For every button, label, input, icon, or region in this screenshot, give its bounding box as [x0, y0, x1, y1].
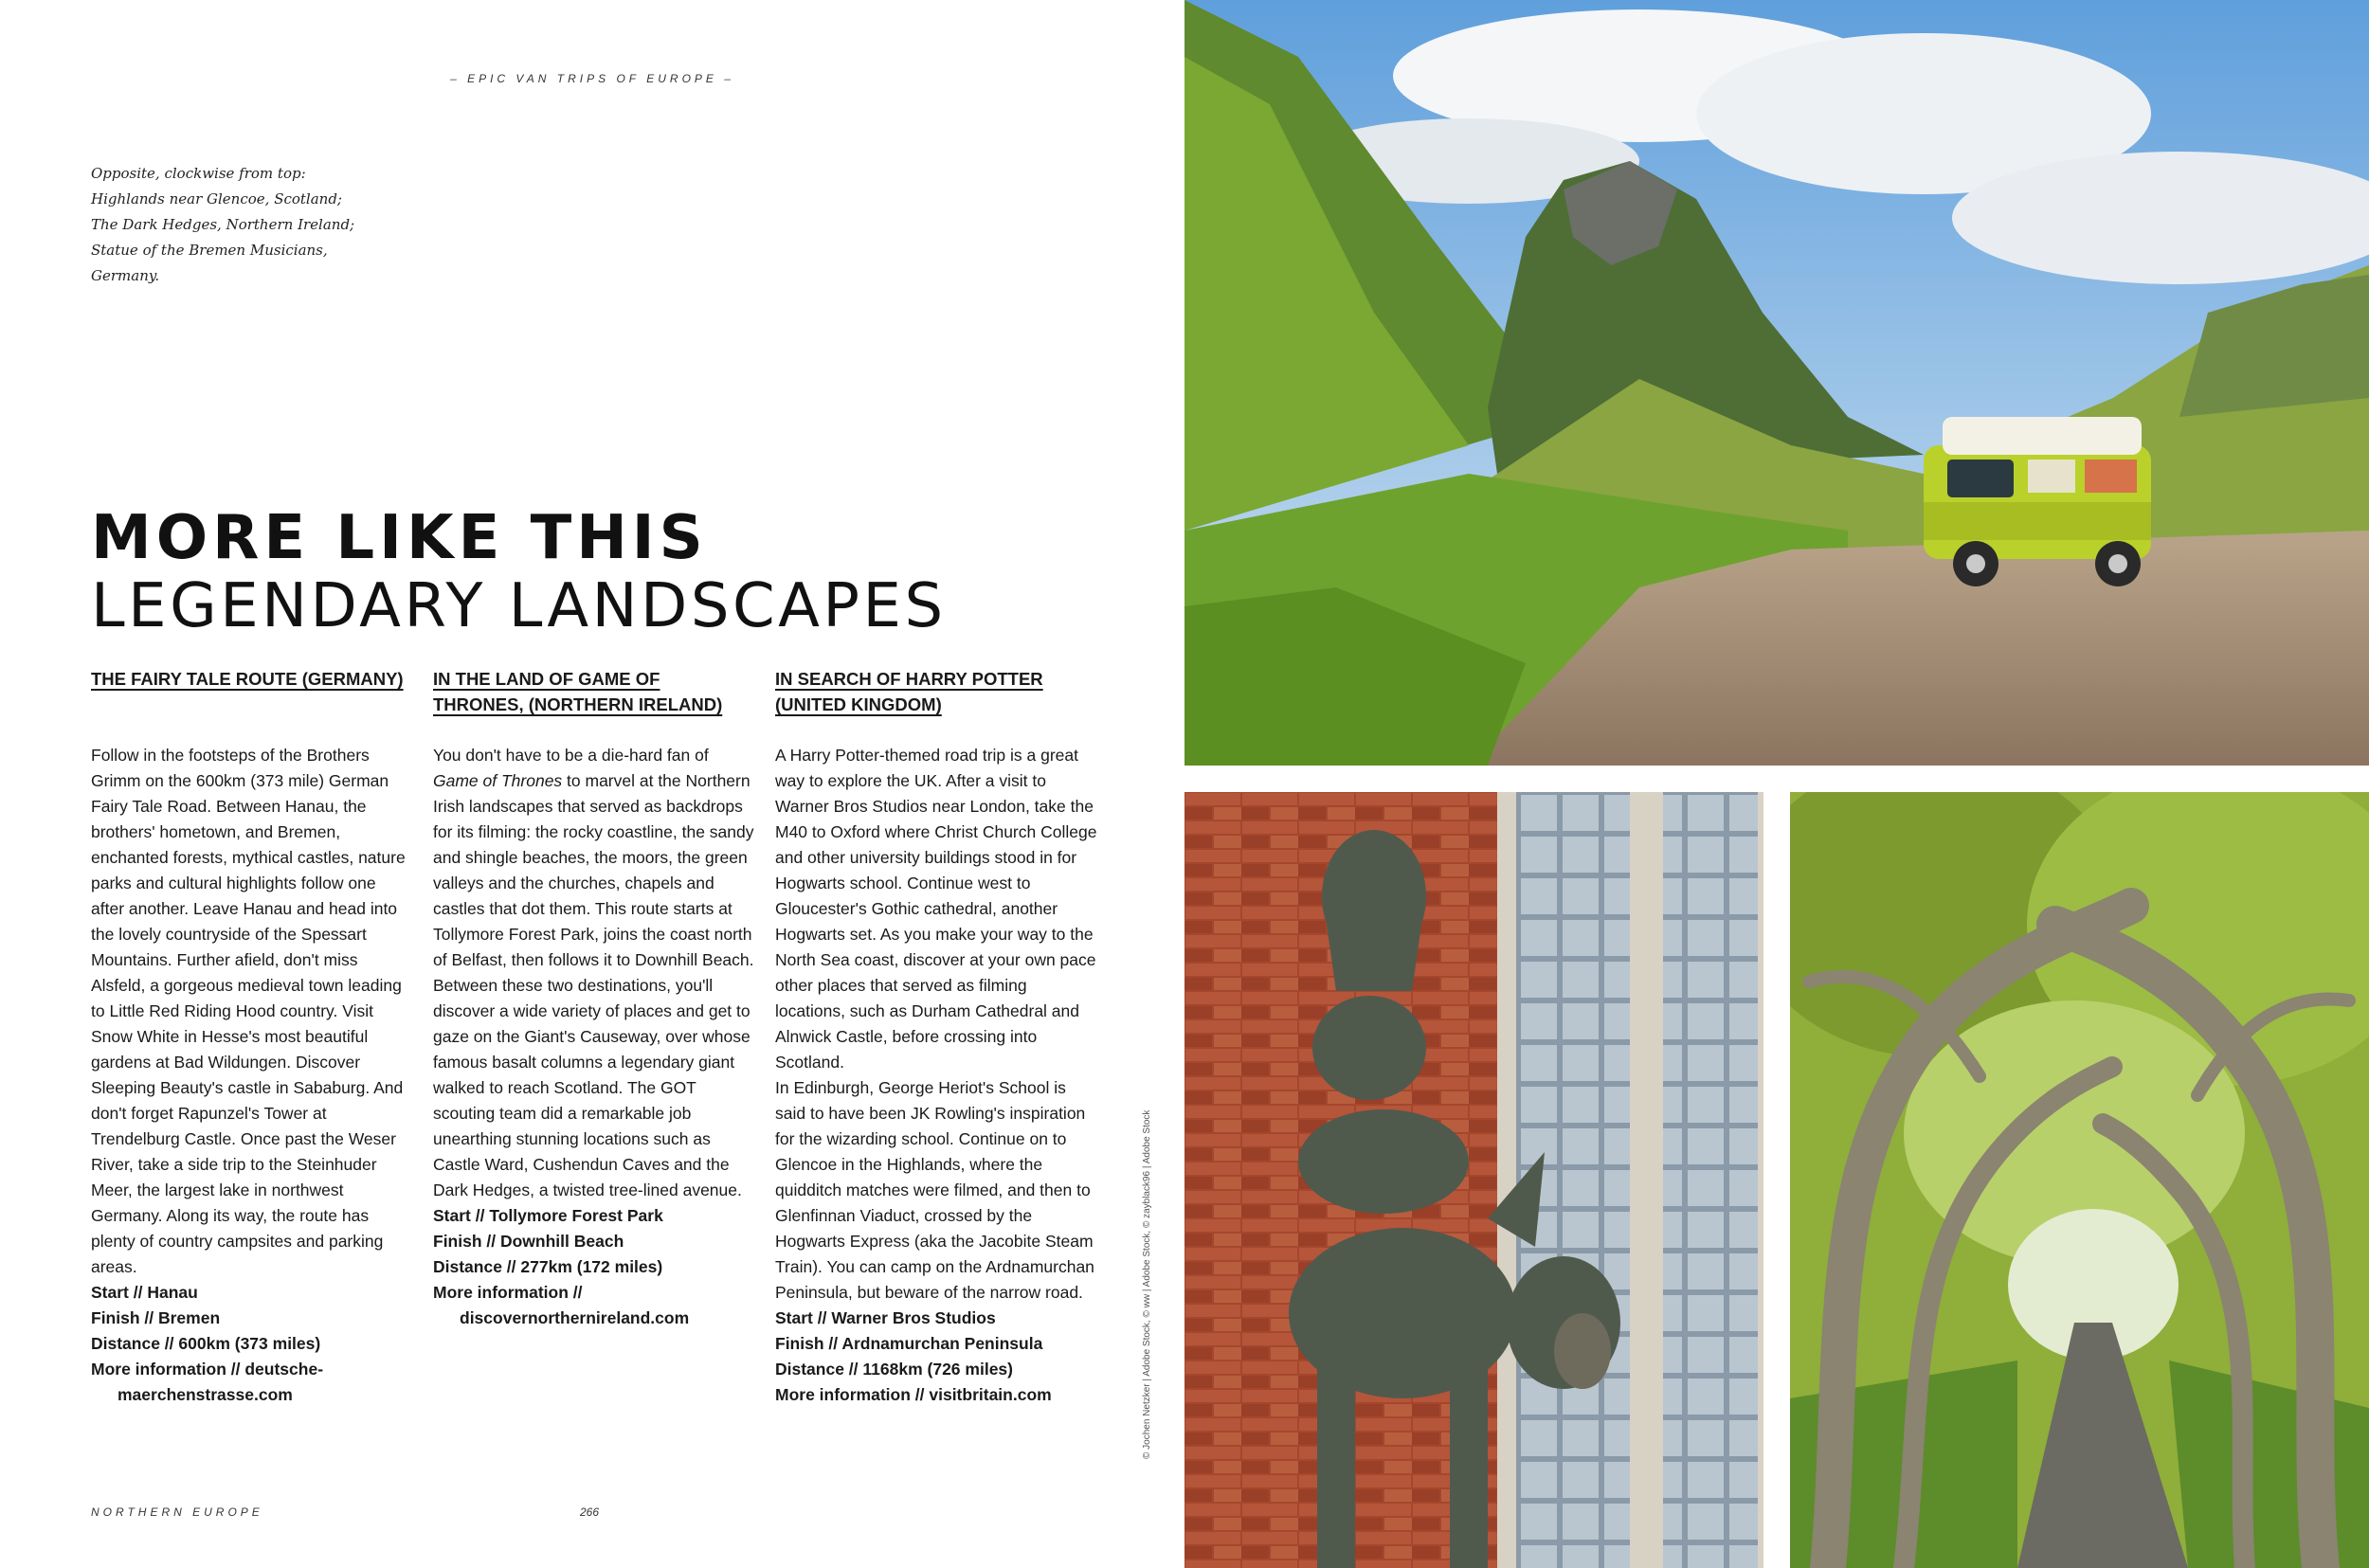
- section-subtitle: LEGENDARY LANDSCAPES: [91, 571, 947, 641]
- route-start: Start // Tollymore Forest Park: [433, 1206, 663, 1225]
- route-finish: Finish // Downhill Beach: [433, 1232, 624, 1251]
- route-distance: Distance // 1168km (726 miles): [775, 1360, 1013, 1379]
- route-facts: [433, 1203, 755, 1331]
- route-facts: [775, 1306, 1097, 1408]
- route-heading: IN SEARCH OF HARRY POTTER (UNITED KINGDOM): [775, 669, 1043, 714]
- page-number: 266: [580, 1505, 600, 1519]
- route-heading: IN THE LAND OF GAME OF THRONES, (NORTHERN IRELAND): [433, 669, 723, 714]
- route-description: A Harry Potter-themed road trip is a great way to explore the UK. After a visit to Warner Bros Studios near London, take the M40 to Oxford where Christ Church College and other university buildings stood in for Hogwarts school. Continue west to Gloucester's Gothic cathedral, another Hogwarts set. As you make your way to the North Sea coast, discover at your own pace other places that served as filming locations, such as Durham Cathedral and Alnwick Castle, before crossing into Scotland.: [775, 746, 1097, 1072]
- dark-hedges-photo: [1790, 792, 2369, 1568]
- route-start: Start // Warner Bros Studios: [775, 1308, 996, 1327]
- bremen-statue-photo: [1184, 792, 1763, 1568]
- route-description: Follow in the footsteps of the Brothers Grimm on the 600km (373 mile) German Fairy Tale Road. Between Hanau, the brothers' hometown, and Bremen, enchanted forests, mythical castles, nature parks and cultural highlights follow one after another. Leave Hanau and head into the lovely countryside of the Spessart Mountains. Further afield, don't miss Alsfeld, a gorgeous medieval town leading to Little Red Riding Hood country. Visit Snow White in Hesse's most beautiful gardens at Bad Wildungen. Discover Sleeping Beauty's castle in Sababurg. And don't forget Rapunzel's Tower at Trendelburg Castle. Once past the Weser River, take a side trip to the Steinhuder Meer, the largest lake in northwest Germany. Along its way, the route has plenty of country campsites and parking areas.: [91, 746, 406, 1276]
- section-footer: NORTHERN EUROPE: [91, 1505, 263, 1519]
- route-column-game-of-thrones: [433, 666, 755, 1331]
- route-more-info: More information // discovernorthernireland.com: [433, 1283, 690, 1327]
- route-distance: Distance // 277km (172 miles): [433, 1257, 663, 1276]
- route-finish: Finish // Ardnamurchan Peninsula: [775, 1334, 1043, 1353]
- route-start: Start // Hanau: [91, 1283, 198, 1302]
- photo-caption: Opposite, clockwise from top: Highlands near Glencoe, Scotland; The Dark Hedges, Northern Ireland; Statue of the Bremen Musicians, Germany.: [91, 165, 355, 284]
- route-description: You don't have to be a die-hard fan of Game of Thrones to marvel at the Northern Irish landscapes that served as backdrops for its filming: the rocky coastline, the sandy and shingle beaches, the moors, the green valleys and the churches, chapels and castles that dot them. This route starts at Tollymore Forest Park, joins the coast north of Belfast, then follows it to Downhill Beach. Between these two destinations, you'll discover a wide variety of places and get to gaze on the Giant's Causeway, over whose famous basalt columns a legendary giant walked to reach Scotland. The GOT scouting team did a remarkable job unearthing stunning locations such as Castle Ward, Cushendun Caves and the Dark Hedges, a twisted tree-lined avenue.: [433, 746, 754, 1199]
- glencoe-photo: [1184, 0, 2369, 766]
- running-head: – EPIC VAN TRIPS OF EUROPE –: [450, 72, 734, 85]
- route-description-continued: In Edinburgh, George Heriot's School is said to have been JK Rowling's inspiration for the wizarding school. Continue on to Glencoe in the Highlands, where the quidditch matches were filmed, and then to Glenfinnan Viaduct, crossed by the Hogwarts Express (aka the Jacobite Steam Train). You can camp on the Ardnamurchan Peninsula, but beware of the narrow road.: [775, 1078, 1094, 1302]
- route-heading: THE FAIRY TALE ROUTE (GERMANY): [91, 669, 404, 689]
- route-facts: [91, 1280, 413, 1408]
- route-column-harry-potter: [775, 666, 1097, 1408]
- route-more-info: More information // visitbritain.com: [775, 1385, 1052, 1404]
- route-distance: Distance // 600km (373 miles): [91, 1334, 321, 1353]
- route-finish: Finish // Bremen: [91, 1308, 221, 1327]
- route-column-fairy-tale: [91, 666, 413, 1408]
- route-more-info: More information // deutsche-maerchenstrasse.com: [91, 1360, 324, 1404]
- section-title: MORE LIKE THIS: [91, 503, 708, 573]
- photo-credit: © Jochen Netzker | Adobe Stock, © ww | Adobe Stock, © zayblack96 | Adobe Stock: [1142, 1109, 1152, 1459]
